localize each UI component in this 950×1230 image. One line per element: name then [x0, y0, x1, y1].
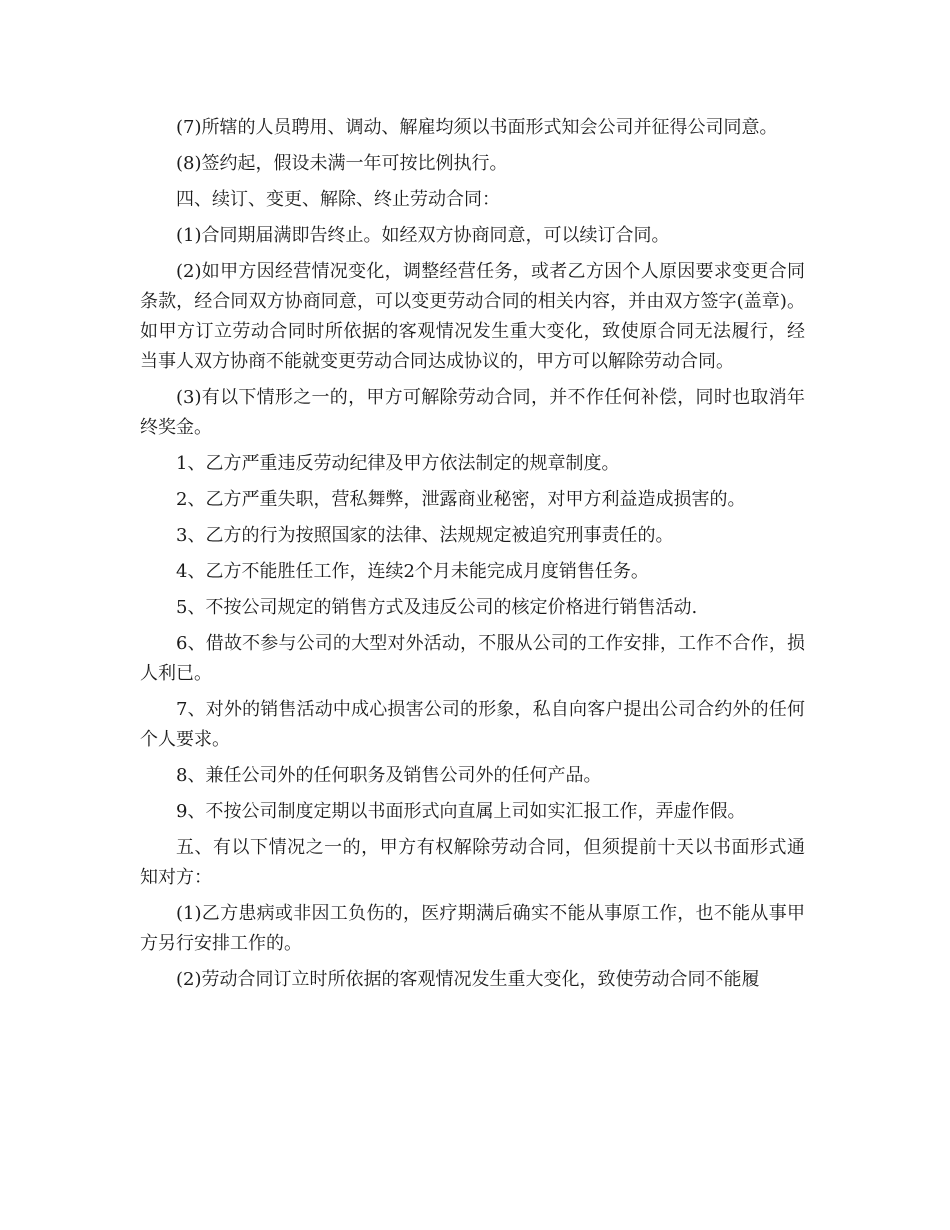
list-item-1: 1、乙方严重违反劳动纪律及甲方依法制定的规章制度。: [176, 453, 620, 474]
section-5-item-1: (1)乙方患病或非因工负伤的，医疗期满后确实不能从事原工作，也不能从事甲方另行安排工作的。: [140, 903, 805, 954]
list-item-9: 9、不按公司制度定期以书面形式向直属上司如实汇报工作，弄虚作假。: [176, 801, 746, 822]
section-4-heading: 四、续订、变更、解除、终止劳动合同：: [176, 189, 500, 210]
list-item-4: 4、乙方不能胜任工作，连续2个月未能完成月度销售任务。: [176, 561, 649, 582]
document-body: [140, 113, 805, 1001]
paragraph-3-termination: (3)有以下情形之一的，甲方可解除劳动合同，并不作任何补偿，同时也取消年终奖金。: [140, 387, 805, 438]
list-item-8: 8、兼任公司外的任何职务及销售公司外的任何产品。: [176, 765, 602, 786]
list-item-3: 3、乙方的行为按照国家的法律、法规规定被追究刑事责任的。: [176, 525, 674, 546]
section-5-item-2: (2)劳动合同订立时所依据的客观情况发生重大变化，致使劳动合同不能履: [176, 969, 760, 990]
paragraph-7-personnel: (7)所辖的人员聘用、调动、解雇均须以书面形式知会公司并征得公司同意。: [176, 117, 778, 138]
list-item-6: 6、借故不参与公司的大型对外活动，不服从公司的工作安排，工作不合作，损人利已。: [140, 633, 805, 684]
paragraph-2-change: (2)如甲方因经营情况变化，调整经营任务，或者乙方因个人原因要求变更合同条款，经合同双方协商同意，可以变更劳动合同的相关内容，并由双方签字(盖章)。如甲方订立劳动合同时所依据的客观情况发生重大变化，致使原合同无法履行，经当事人双方协商不能就变更劳动合同达成协议的，甲方可以解除劳动合同。: [140, 261, 805, 372]
paragraph-8-proration: (8)签约起，假设未满一年可按比例执行。: [176, 153, 508, 174]
paragraph-1-expiry: (1)合同期届满即告终止。如经双方协商同意，可以续订合同。: [176, 225, 670, 246]
list-item-2: 2、乙方严重失职，营私舞弊，泄露商业秘密，对甲方利益造成损害的。: [176, 489, 746, 510]
list-item-5: 5、不按公司规定的销售方式及违反公司的核定价格进行销售活动.: [176, 597, 698, 618]
list-item-7: 7、对外的销售活动中成心损害公司的形象，私自向客户提出公司合约外的任何个人要求。: [140, 699, 805, 750]
section-5-heading: 五、有以下情况之一的，甲方有权解除劳动合同，但须提前十天以书面形式通知对方：: [140, 837, 805, 888]
